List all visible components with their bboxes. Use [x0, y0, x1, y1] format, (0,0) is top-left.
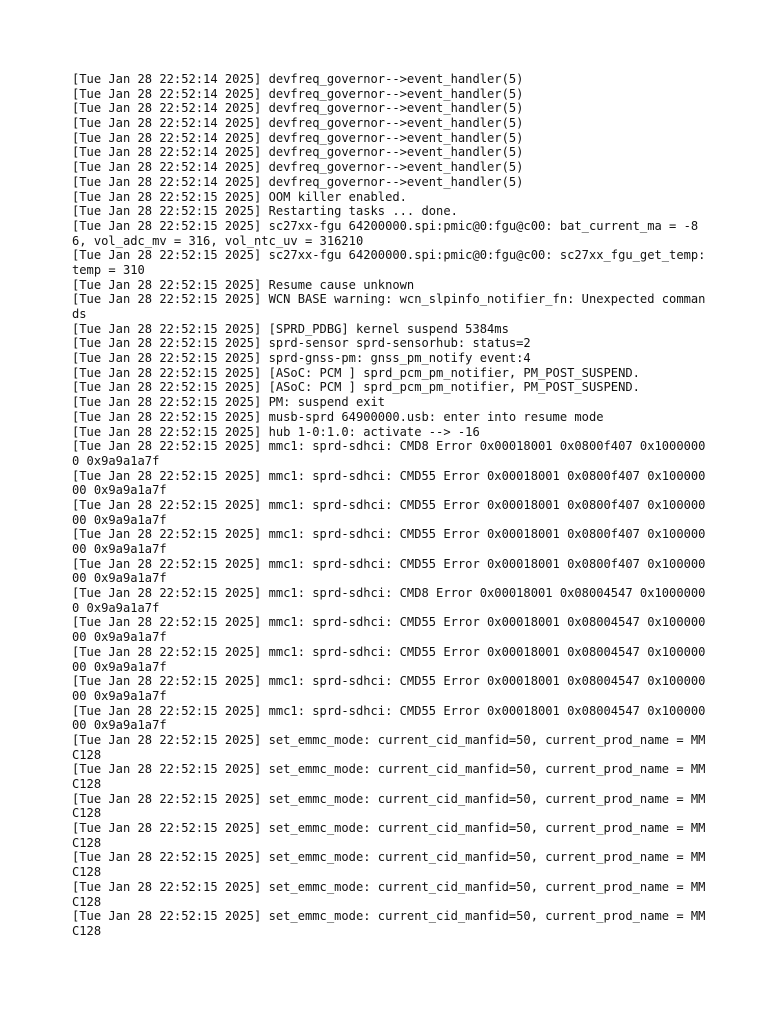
log-line: [Tue Jan 28 22:52:15 2025] mmc1: sprd-sdhci: CMD8 Error 0x00018001 0x0800f407 0x10000000 0x9a9a1a7f	[72, 439, 706, 468]
log-line: [Tue Jan 28 22:52:14 2025] devfreq_governor-->event_handler(5)	[72, 145, 524, 160]
log-line: [Tue Jan 28 22:52:15 2025] musb-sprd 64900000.usb: enter into resume mode	[72, 409, 604, 424]
log-line: [Tue Jan 28 22:52:15 2025] Resume cause unknown	[72, 277, 415, 292]
log-line: [Tue Jan 28 22:52:15 2025] Restarting tasks ... done.	[72, 204, 458, 219]
log-line: [Tue Jan 28 22:52:14 2025] devfreq_governor-->event_handler(5)	[72, 174, 524, 189]
log-line: [Tue Jan 28 22:52:15 2025] mmc1: sprd-sdhci: CMD8 Error 0x00018001 0x08004547 0x10000000 0x9a9a1a7f	[72, 586, 706, 615]
log-line: [Tue Jan 28 22:52:15 2025] mmc1: sprd-sdhci: CMD55 Error 0x00018001 0x0800f407 0x10000000 0x9a9a1a7f	[72, 527, 706, 556]
log-line: [Tue Jan 28 22:52:15 2025] sprd-sensor sprd-sensorhub: status=2	[72, 336, 531, 351]
log-line: [Tue Jan 28 22:52:14 2025] devfreq_governor-->event_handler(5)	[72, 86, 524, 101]
log-line: [Tue Jan 28 22:52:15 2025] sprd-gnss-pm: gnss_pm_notify event:4	[72, 351, 531, 366]
log-line: [Tue Jan 28 22:52:15 2025] set_emmc_mode: current_cid_manfid=50, current_prod_name = MMC128	[72, 909, 706, 938]
log-line: [Tue Jan 28 22:52:15 2025] set_emmc_mode: current_cid_manfid=50, current_prod_name = MMC128	[72, 762, 706, 791]
log-line: [Tue Jan 28 22:52:14 2025] devfreq_governor-->event_handler(5)	[72, 101, 524, 116]
log-line: [Tue Jan 28 22:52:15 2025] set_emmc_mode: current_cid_manfid=50, current_prod_name = MMC128	[72, 850, 706, 880]
log-line: [Tue Jan 28 22:52:15 2025] OOM killer enabled.	[72, 189, 407, 204]
log-line: [Tue Jan 28 22:52:15 2025] sc27xx-fgu 64200000.spi:pmic@0:fgu@c00: bat_current_ma = -86, vol_adc_mv = 316, vol_ntc_uv = 316210	[72, 218, 699, 248]
log-line: [Tue Jan 28 22:52:15 2025] mmc1: sprd-sdhci: CMD55 Error 0x00018001 0x0800f407 0x10000000 0x9a9a1a7f	[72, 468, 706, 498]
log-line: [Tue Jan 28 22:52:15 2025] set_emmc_mode: current_cid_manfid=50, current_prod_name = MMC128	[72, 732, 706, 762]
log-line: [Tue Jan 28 22:52:14 2025] devfreq_governor-->event_handler(5)	[72, 72, 524, 86]
log-line: [Tue Jan 28 22:52:15 2025] PM: suspend exit	[72, 395, 386, 410]
log-line: [Tue Jan 28 22:52:14 2025] devfreq_governor-->event_handler(5)	[72, 130, 524, 145]
log-line: [Tue Jan 28 22:52:15 2025] set_emmc_mode: current_cid_manfid=50, current_prod_name = MMC128	[72, 791, 706, 821]
log-output	[72, 72, 712, 939]
log-line: [Tue Jan 28 22:52:15 2025] set_emmc_mode: current_cid_manfid=50, current_prod_name = MMC128	[72, 821, 706, 850]
log-line: [Tue Jan 28 22:52:15 2025] mmc1: sprd-sdhci: CMD55 Error 0x00018001 0x08004547 0x10000000 0x9a9a1a7f	[72, 615, 706, 645]
log-line: [Tue Jan 28 22:52:15 2025] mmc1: sprd-sdhci: CMD55 Error 0x00018001 0x08004547 0x10000000 0x9a9a1a7f	[72, 674, 706, 703]
log-line: [Tue Jan 28 22:52:15 2025] mmc1: sprd-sdhci: CMD55 Error 0x00018001 0x0800f407 0x10000000 0x9a9a1a7f	[72, 497, 706, 527]
log-line: [Tue Jan 28 22:52:15 2025] mmc1: sprd-sdhci: CMD55 Error 0x00018001 0x08004547 0x10000000 0x9a9a1a7f	[72, 644, 706, 674]
log-line: [Tue Jan 28 22:52:15 2025] hub 1-0:1.0: activate --> -16	[72, 424, 480, 439]
log-line: [Tue Jan 28 22:52:14 2025] devfreq_governor-->event_handler(5)	[72, 160, 524, 175]
log-line: [Tue Jan 28 22:52:15 2025] mmc1: sprd-sdhci: CMD55 Error 0x00018001 0x08004547 0x10000000 0x9a9a1a7f	[72, 703, 706, 733]
log-line: [Tue Jan 28 22:52:15 2025] [SPRD_PDBG] kernel suspend 5384ms	[72, 321, 509, 336]
log-line: [Tue Jan 28 22:52:14 2025] devfreq_governor-->event_handler(5)	[72, 116, 524, 131]
log-line: [Tue Jan 28 22:52:15 2025] sc27xx-fgu 64200000.spi:pmic@0:fgu@c00: sc27xx_fgu_get_temp: temp = 310	[72, 248, 713, 277]
log-line: [Tue Jan 28 22:52:15 2025] [ASoC: PCM ] sprd_pcm_pm_notifier, PM_POST_SUSPEND.	[72, 380, 640, 395]
log-line: [Tue Jan 28 22:52:15 2025] [ASoC: PCM ] sprd_pcm_pm_notifier, PM_POST_SUSPEND.	[72, 365, 640, 380]
log-line: [Tue Jan 28 22:52:15 2025] WCN BASE warning: wcn_slpinfo_notifier_fn: Unexpected commands	[72, 292, 706, 321]
log-line: [Tue Jan 28 22:52:15 2025] set_emmc_mode: current_cid_manfid=50, current_prod_name = MMC128	[72, 879, 706, 909]
log-line: [Tue Jan 28 22:52:15 2025] mmc1: sprd-sdhci: CMD55 Error 0x00018001 0x0800f407 0x10000000 0x9a9a1a7f	[72, 556, 706, 586]
